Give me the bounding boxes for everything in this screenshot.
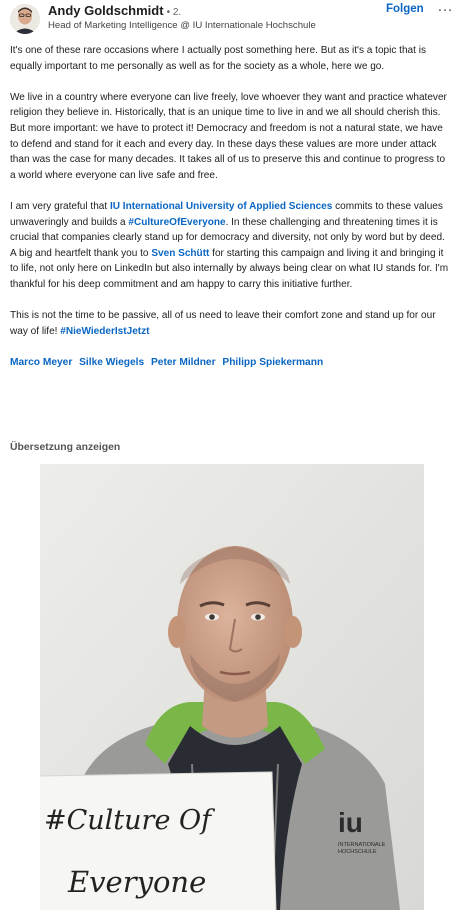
iu-logo-subtitle-2: HOCHSCHULE <box>338 849 377 855</box>
iu-logo-subtitle-1: INTERNATIONALE <box>338 842 386 848</box>
hashtag-nie-wieder-ist-jetzt[interactable]: #NieWiederIstJetzt <box>60 325 150 337</box>
author-headline: Head of Marketing Intelligence @ IU Internationale Hochschule <box>48 20 316 31</box>
connection-degree: • 2. <box>166 7 182 18</box>
post-paragraph-1: It's one of these rare occasions where I actually post something here. But as it's a topic that is equally important to me personally as well as for the society as a whole, here we go. <box>10 45 426 72</box>
mentions-line <box>10 355 450 371</box>
mention-sven-schuett[interactable]: Sven Schütt <box>151 247 210 259</box>
mention-iu-university[interactable]: IU International University of Applied Sciences <box>109 200 333 212</box>
author-name[interactable] <box>48 3 181 18</box>
text-segment: . In these challenging and threatening times it is crucial that companies clearly stand up for democracy and diversity, not only by word but by deed. A big and heartfelt thank you to <box>10 216 445 259</box>
author-name-text[interactable]: Andy Goldschmidt <box>48 3 164 18</box>
follow-button[interactable]: Folgen <box>386 3 424 15</box>
post-body <box>10 43 450 370</box>
sign-text-line-2: Everyone <box>68 865 207 899</box>
more-options-icon[interactable]: … <box>437 0 454 15</box>
mention-person[interactable]: Marco Meyer <box>10 356 73 368</box>
text-segment: commits to these values unwaveringly and builds a <box>10 200 443 228</box>
post-paragraph-3 <box>10 199 450 293</box>
post-paragraph-4 <box>10 308 450 339</box>
post-paragraph-2: We live in a country where everyone can live freely, love whoever they want and practice whatever religion they believe in. Historically, that is an unique time to live in and we all should cherish this. But more important: we have to protect it! Democracy and freedom is not a natural state, we have to defend and stand for it each and every day. In these days these values are more under attack than was the case for many decades. It takes all of us to preserve this and continue to progress to a world where everyone can live safe and free. <box>10 91 447 181</box>
mention-person[interactable]: Peter Mildner <box>151 356 216 368</box>
post-image[interactable] <box>40 464 424 910</box>
text-segment: This is not the time to be passive, all of us need to leave their comfort zone and stand up for our way of life! <box>10 310 436 337</box>
sign-text-line-1: #Culture Of <box>44 805 212 836</box>
text-segment: I am very grateful that <box>10 200 110 212</box>
author-avatar[interactable] <box>10 4 40 34</box>
text-segment: for starting this campaign and living it and bringing it to life, not only here on LinkedIn but also internally by always being clear on what IU stands for. I'm thankful for his deep commitment and am happy to carry this initiative further. <box>10 247 449 290</box>
show-translation-button[interactable]: Übersetzung anzeigen <box>10 442 121 453</box>
mention-person[interactable]: Philipp Spiekermann <box>222 356 324 368</box>
iu-logo: iu <box>338 807 363 838</box>
hashtag-culture-of-everyone[interactable]: #CultureOfEveryone <box>128 216 226 228</box>
post-header <box>0 0 458 40</box>
mention-person[interactable]: Silke Wiegels <box>79 356 145 368</box>
